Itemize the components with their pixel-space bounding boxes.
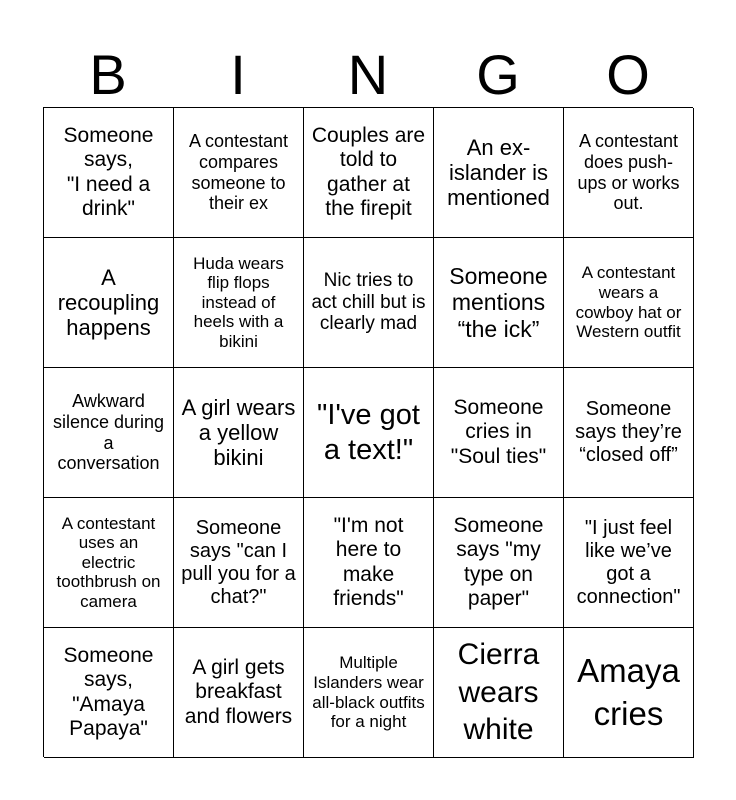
bingo-cell[interactable]: Amaya cries (564, 628, 694, 758)
header-letter-o: O (606, 43, 650, 106)
bingo-grid (43, 107, 693, 757)
bingo-cell[interactable]: A contestant wears a cowboy hat or Western outfit (564, 238, 694, 368)
bingo-cell[interactable]: Nic tries to act chill but is clearly mad (304, 238, 434, 368)
bingo-cell[interactable]: A contestant does push-ups or works out. (564, 108, 694, 238)
header-letter-i: I (230, 43, 246, 106)
bingo-cell[interactable]: Cierra wears white (434, 628, 564, 758)
bingo-cell[interactable]: A contestant compares someone to their ex (174, 108, 304, 238)
bingo-cell[interactable]: "I just feel like we’ve got a connection" (564, 498, 694, 628)
bingo-cell[interactable]: Couples are told to gather at the firepit (304, 108, 434, 238)
header-letter-n: N (347, 43, 389, 106)
bingo-cell[interactable]: Someone cries in "Soul ties" (434, 368, 564, 498)
header-letter-b: B (89, 43, 127, 106)
header-letter-g: G (476, 43, 520, 106)
bingo-cell[interactable]: Someone mentions “the ick” (434, 238, 564, 368)
bingo-cell[interactable]: Someone says, "I need a drink" (44, 108, 174, 238)
bingo-cell[interactable]: "I'm not here to make friends" (304, 498, 434, 628)
bingo-cell[interactable]: Someone says "my type on paper" (434, 498, 564, 628)
bingo-cell[interactable]: Huda wears flip flops instead of heels with a bikini (174, 238, 304, 368)
bingo-cell[interactable]: "I've got a text!" (304, 368, 434, 498)
bingo-cell[interactable]: Someone says, "Amaya Papaya" (44, 628, 174, 758)
bingo-cell[interactable]: A girl gets breakfast and flowers (174, 628, 304, 758)
bingo-cell[interactable]: An ex-islander is mentioned (434, 108, 564, 238)
bingo-cell[interactable]: Multiple Islanders wear all-black outfits for a night (304, 628, 434, 758)
bingo-cell[interactable]: A girl wears a yellow bikini (174, 368, 304, 498)
bingo-cell[interactable]: A recoupling happens (44, 238, 174, 368)
bingo-cell[interactable]: Awkward silence during a conversation (44, 368, 174, 498)
bingo-cell[interactable]: A contestant uses an electric toothbrush on camera (44, 498, 174, 628)
bingo-cell[interactable]: Someone says "can I pull you for a chat?" (174, 498, 304, 628)
bingo-header (43, 42, 693, 108)
bingo-cell[interactable]: Someone says they’re “closed off” (564, 368, 694, 498)
